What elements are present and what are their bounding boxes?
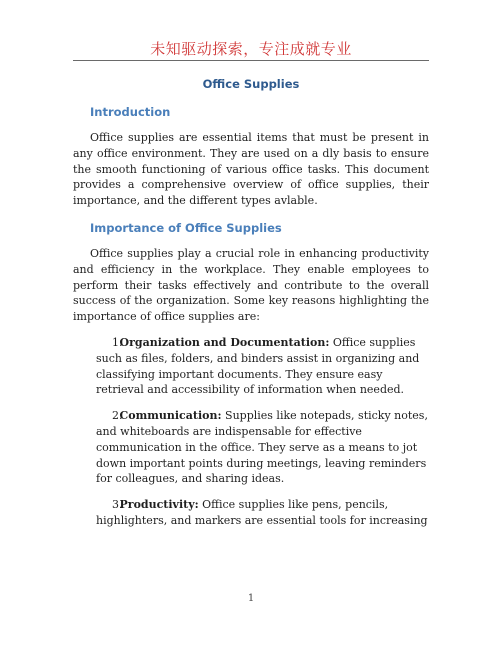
list-number: 3. — [112, 498, 123, 512]
list-number: 1. — [112, 335, 123, 349]
section-heading-importance: Importance of Office Supplies — [90, 220, 282, 235]
header-divider — [73, 60, 429, 61]
document-body — [73, 74, 429, 529]
list-term: Productivity: — [119, 498, 199, 512]
importance-paragraph: Office supplies play a crucial role in enhancing productivity and efficiency in the workplace. They enable employees to perform their tasks effectively and contribute to the overall success of the organization. Some key reasons highlighting the importance of office supplies are: — [73, 246, 429, 324]
page-number: 1 — [247, 593, 255, 604]
list-term: Organization and Documentation: — [119, 335, 330, 349]
introduction-paragraph: Office supplies are essential items that must be present in any office environment. They are used on a dly basis to ensure the smooth functioning of various office tasks. This document provides a comprehensive overview of office supplies, their importance, and the different types avlable. — [73, 131, 429, 208]
list-text: Supplies like notepads, sticky notes, and whiteboards are indispensable for effective communication in the office. They serve as a means to jot down important points during meetings, leaving reminders for colleagues, and sharing ideas. — [96, 409, 428, 486]
list-item-communication — [96, 408, 429, 487]
list-text: Office supplies such as files, folders, and binders assist in organizing and classifying important documents. They ensure easy retrieval and accessibility of information when needed. — [96, 335, 420, 397]
list-text: Office supplies like pens, pencils, highlighters, and markers are essential tools for increasing — [96, 498, 428, 527]
section-heading-introduction: Introduction — [90, 105, 171, 119]
list-number: 2. — [112, 409, 123, 423]
list-term: Communication: — [119, 409, 222, 423]
list-item-productivity — [96, 497, 429, 529]
page-header: 未知驱动探索，专注成就专业 — [150, 40, 352, 58]
document-title: Office Supplies — [202, 77, 300, 91]
list-item-organization — [96, 335, 429, 398]
